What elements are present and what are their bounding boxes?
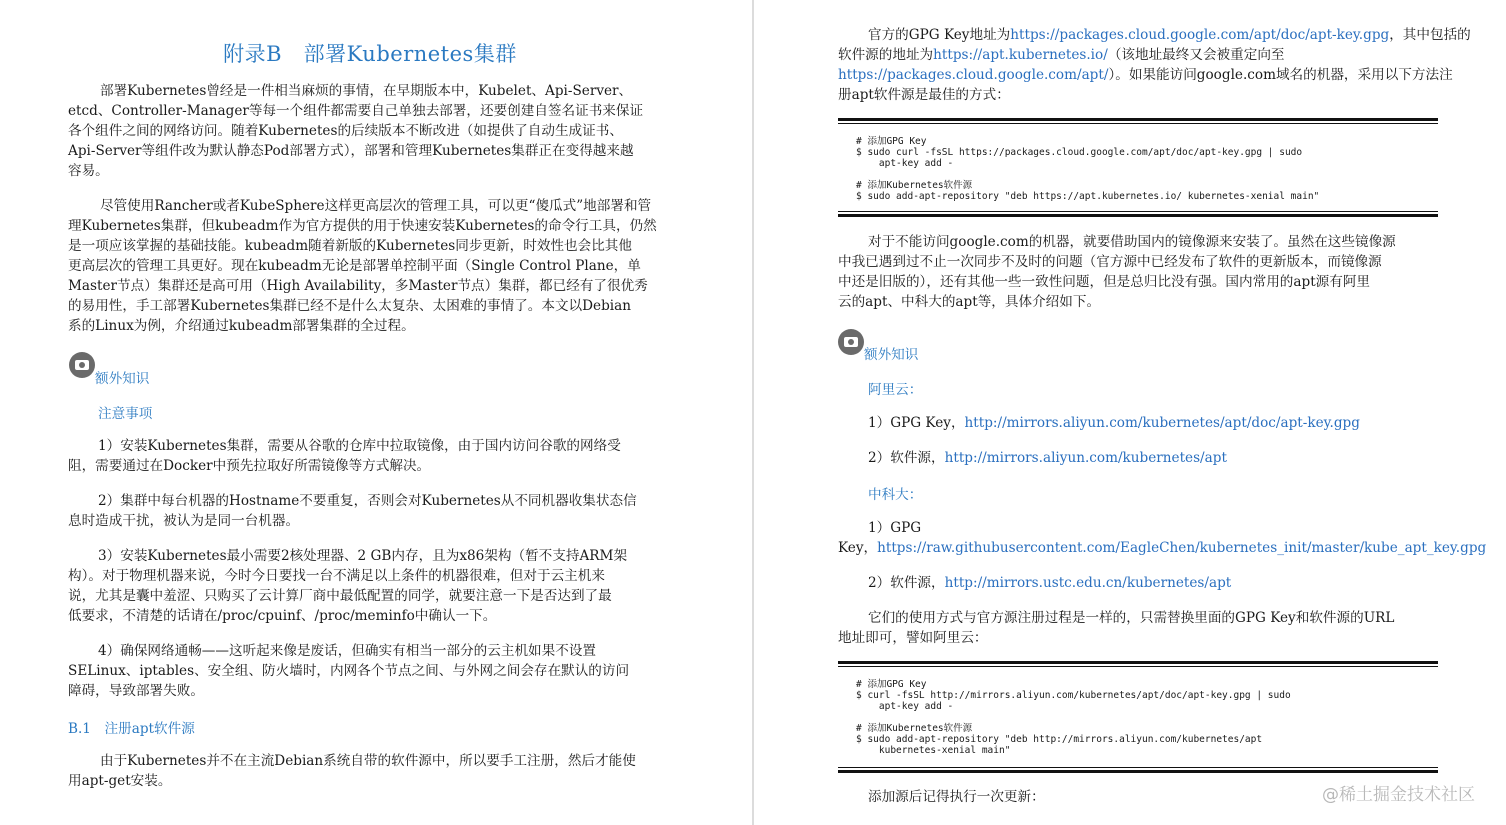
ustc-gpg-line: [838, 538, 1486, 558]
code-line: $ curl -fsSL http://mirrors.aliyun.com/kubernetes/apt/doc/apt-key.gpg | sudo: [856, 690, 1291, 701]
text-line: 理Kubernetes集群，但kubeadm作为官方提供的用于快速安装Kubernetes的命令行工具，仍然: [68, 218, 657, 234]
aliyun-heading: 阿里云：: [868, 382, 923, 398]
text-line: Api-Server等组件改为默认静态Pod部署方式），部署和管理Kubernetes集群正在变得越来越: [68, 143, 634, 159]
text-line: 息时造成干扰，被认为是同一台机器。: [68, 513, 300, 529]
text-line: 由于Kubernetes并不在主流Debian系统自带的软件源中，所以要手工注册，然后才能使: [100, 753, 636, 769]
text-line: 1）安装Kubernetes集群，需要从谷歌的仓库中拉取镜像，由于国内访问谷歌的网络受: [98, 438, 621, 454]
text-line: Master节点）集群还是高可用（High Availability，多Master节点）集群，都已经有了很优秀: [68, 278, 648, 294]
text-span: （该地址最终又会被重定向至: [1107, 47, 1285, 63]
code-line: # 添加GPG Key: [856, 679, 927, 690]
code-line: # 添加GPG Key: [856, 136, 927, 147]
redirect-repo-link[interactable]: https://packages.cloud.google.com/apt/: [838, 67, 1109, 83]
text-span: 2）软件源，: [868, 575, 945, 591]
text-line: 部署Kubernetes曾经是一件相当麻烦的事情，在早期版本中，Kubelet、Api-Server、: [100, 83, 633, 99]
text-line: 册apt软件源是最佳的方式：: [838, 87, 1010, 103]
aliyun-gpg-line: [868, 413, 1360, 433]
code-line: kubernetes-xenial main": [856, 745, 1011, 756]
code-line: $ sudo curl -fsSL https://packages.cloud.google.com/apt/doc/apt-key.gpg | sudo: [856, 147, 1303, 158]
text-line: 的易用性，手工部署Kubernetes集群已经不是什么太复杂、太困难的事情了。本文以Debian: [68, 298, 631, 314]
text-line: 云的apt、中科大的apt等，具体介绍如下。: [838, 294, 1101, 310]
text-line: 中还是旧版的），还有其他一些一致性问题，但是总归比没有强。国内常用的apt源有阿里: [838, 274, 1371, 290]
official-repo-link[interactable]: https://apt.kubernetes.io/: [933, 47, 1108, 63]
code-line: # 添加Kubernetes软件源: [856, 180, 973, 191]
code-block-aliyun: [838, 661, 1438, 773]
text-line: 阻，需要通过在Docker中预先拉取好所需镜像等方式解决。: [68, 458, 431, 474]
text-line: 说，尤其是囊中羞涩、只购买了云计算厂商中最低配置的同学，就要注意一下是否达到了最: [68, 588, 612, 604]
official-gpg-link[interactable]: https://packages.cloud.google.com/apt/doc/apt-key.gpg: [1010, 27, 1390, 43]
text-line: 1）GPG: [868, 520, 922, 536]
tip-label: 额外知识: [95, 371, 150, 387]
text-span: ，其中包括的: [1389, 27, 1471, 43]
code-line: $ sudo add-apt-repository "deb http://mirrors.aliyun.com/kubernetes/apt: [856, 734, 1263, 745]
text-line: 低要求，不清楚的话请在/proc/cpuinf、/proc/meminfo中确认一下。: [68, 608, 497, 624]
aliyun-repo-link[interactable]: http://mirrors.aliyun.com/kubernetes/apt: [944, 450, 1227, 466]
section-heading: B.1 注册apt软件源: [68, 721, 195, 737]
text-line: 地址即可，譬如阿里云：: [838, 630, 988, 646]
text-line: 它们的使用方式与官方源注册过程是一样的，只需替换里面的GPG Key和软件源的URL: [868, 610, 1395, 626]
text-span: 官方的GPG Key地址为: [868, 27, 1011, 43]
text-line: 对于不能访问google.com的机器，就要借助国内的镜像源来安装了。虽然在这些镜像源: [868, 234, 1396, 250]
notice-heading: 注意事项: [98, 406, 153, 422]
code-line: apt-key add -: [856, 158, 954, 169]
code-line: # 添加Kubernetes软件源: [856, 723, 973, 734]
text-span: 软件源的地址为: [838, 47, 934, 63]
text-line: 容易。: [68, 163, 109, 179]
page-gutter: [752, 0, 754, 825]
text-span: ）。如果能访问google.com域名的机器，采用以下方法注: [1108, 67, 1453, 83]
ustc-heading: 中科大：: [868, 487, 923, 503]
text-line: 障碍，导致部署失败。: [68, 683, 204, 699]
text-line: 构）。对于物理机器来说，今时今日要找一台不满足以上条件的机器很难，但对于云主机来: [68, 568, 605, 584]
code-line: apt-key add -: [856, 701, 954, 712]
text-span: Key，: [838, 540, 878, 556]
code-block-official: [838, 118, 1438, 217]
ustc-repo-line: [868, 573, 1231, 593]
text-span: 2）软件源，: [868, 450, 945, 466]
text-line: 3）安装Kubernetes最小需要2核处理器、2 GB内存，且为x86架构（暂不支持ARM架: [98, 548, 628, 564]
code-line: $ sudo add-apt-repository "deb https://apt.kubernetes.io/ kubernetes-xenial main": [856, 191, 1320, 202]
last-paragraph: 添加源后记得执行一次更新：: [868, 789, 1045, 805]
text-line: 2）集群中每台机器的Hostname不要重复，否则会对Kubernetes从不同机器收集状态信: [98, 493, 637, 509]
text-line: 中我已遇到过不止一次同步不及时的问题（官方源中已经发布了软件的更新版本，而镜像源: [838, 254, 1382, 270]
text-line: 是一项应该掌握的基础技能。kubeadm随着新版的Kubernetes同步更新，时效性也会比其他: [68, 238, 632, 254]
camera-icon: [69, 352, 95, 378]
text-line: 各个组件之间的网络访问。随着Kubernetes的后续版本不断改进（如提供了自动生成证书、: [68, 123, 623, 139]
text-line: etcd、Controller-Manager等每一个组件都需要自己单独去部署，还要创建自签名证书来保证: [68, 103, 644, 119]
text-line: 系的Linux为例，介绍通过kubeadm部署集群的全过程。: [68, 318, 415, 334]
text-line: 尽管使用Rancher或者KubeSphere这样更高层次的管理工具，可以更“傻瓜式”地部署和管: [100, 198, 652, 214]
tip-label: 额外知识: [864, 347, 919, 363]
aliyun-repo-line: [868, 448, 1227, 468]
text-line: [838, 65, 1453, 85]
text-span: 1）GPG Key，: [868, 415, 965, 431]
text-line: 更高层次的管理工具更好。现在kubeadm无论是部署单控制平面（Single Control Plane，单: [68, 258, 641, 274]
text-line: SELinux、iptables、安全组、防火墙时，内网各个节点之间、与外网之间会存在默认的访问: [68, 663, 630, 679]
camera-icon: [838, 329, 864, 355]
text-line: [838, 45, 1285, 65]
text-line: 4）确保网络通畅——这听起来像是废话，但确实有相当一部分的云主机如果不设置: [98, 643, 597, 659]
ustc-gpg-link[interactable]: https://raw.githubusercontent.com/EagleChen/kubernetes_init/master/kube_apt_key.gpg: [877, 540, 1487, 556]
text-line: 用apt-get安装。: [68, 773, 172, 789]
aliyun-gpg-link[interactable]: http://mirrors.aliyun.com/kubernetes/apt/doc/apt-key.gpg: [964, 415, 1360, 431]
ustc-repo-link[interactable]: http://mirrors.ustc.edu.cn/kubernetes/apt: [944, 575, 1232, 591]
text-line: [868, 25, 1471, 45]
chapter-title: 附录B 部署Kubernetes集群: [223, 42, 517, 66]
watermark: @稀土掘金技术社区: [1322, 785, 1475, 805]
